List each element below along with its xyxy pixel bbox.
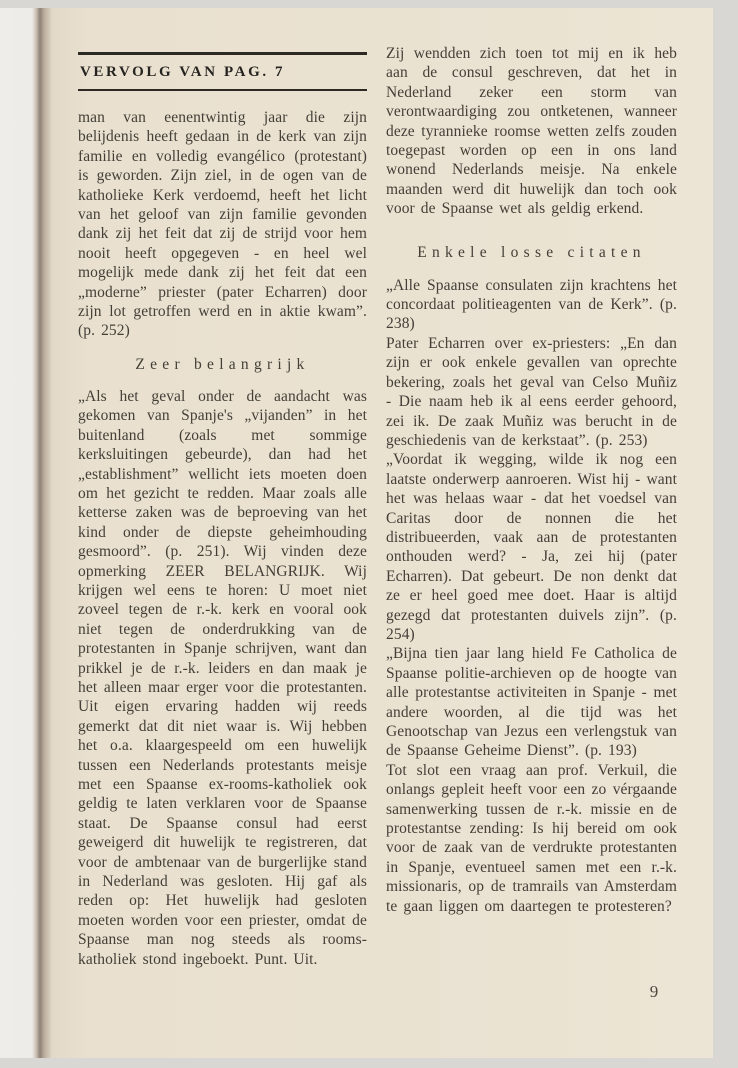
magazine-page (0, 8, 713, 1058)
continuation-header: VERVOLG VAN PAG. 7 (78, 52, 367, 91)
left-text-column (78, 52, 367, 969)
quote-paragraph: „Alle Spaanse consulaten zijn krachtens het concordaat politieagenten van de Kerk”. (p. 238) (386, 276, 677, 333)
page-number: 9 (649, 982, 659, 1001)
quote-paragraph: Pater Echarren over ex-priesters: „En dan zijn er ook enkele gevallen van oprechte bekering, zoals het geval van Celso Muñiz - Die naam heb ik al eens eerder gehoord, zei ik. De zaak Muñiz was berucht in de geschiedenis van de kerkstaat”. (p. 253) (386, 334, 677, 449)
section-heading-enkele-losse-citaten: Enkele losse citaten (417, 243, 646, 261)
left-column-paragraph-2: „Als het geval onder de aandacht was gekomen van Spanje's „vijanden” in het buitenland (zoals met sommige kerksluitingen gebeurde), dan had het „establishment” wellicht iets moeten doen om het gezicht te redden. Maar zoals alle ketterse zaken was de beproeving van het kind onder de diepste geheimhouding gesmoord”. (p. 251). Wij vinden deze opmerking ZEER BELANGRIJK. Wij krijgen wel eens te horen: U moet niet zoveel tegen de r.-k. kerk en vooral ook niet tegen de onderdrukking van de protestanten in Spanje schrijven, want dan prikkel je de r.-k. leiders en dan maak je het alleen maar erger voor die protestanten. Uit eigen ervaring hadden wij reeds gemerkt dat dit niet waar is. Wij hebben het o.a. klaargespeeld om een huwelijk tussen een Nederlands protestants meisje met een Spaanse ex-rooms-katholiek ook geldig te laten verklaren voor de Spaanse staat. De Spaanse consul had eerst geweigerd dit huwelijk te registreren, dat voor de ambtenaar van de burgerlijke stand in Nederland was gesloten. Hij gaf als reden op: Het huwelijk had gesloten moeten worden voor een priester, omdat de Spaanse man nog steeds als rooms-katholiek stond ingeboekt. Punt. Uit. (78, 387, 367, 968)
left-column-paragraph-1: man van eenentwintig jaar die zijn belijdenis heeft gedaan in de kerk van zijn familie en volledig evangélico (protestant) is geworden. Zijn ziel, in de ogen van de katholieke Kerk verdoemd, heeft het licht van het geloof van zijn familie gevonden dank zij het feit dat zij de strijd voor hem nooit heeft opgegeven - en heel wel mogelijk mede dank zij het feit dat een „moderne” priester (pater Echarren) door zijn lot getroffen werd en in aktie kwam”. (p. 252) (78, 109, 367, 340)
right-text-column (386, 44, 677, 916)
right-column-paragraph-1: Zij wendden zich toen tot mij en ik heb aan de consul geschreven, dat het in Nederland zeker een storm van verontwaardiging zou ontketenen, wanneer deze tyrannieke roomse wetten zelfs zouden toegepast worden op een in ons land wonend Nederlands meisje. Na enkele maanden werd dit huwelijk dan toch ook voor de Spaanse wet als geldig erkend. (386, 45, 677, 218)
closing-paragraph: Tot slot een vraag aan prof. Verkuil, die onlangs gepleit heeft voor een zo vérgaande samenwerking tussen de r.-k. missie en de protestantse zending: Is hij bereid om ook voor de zaak van de verdrukte protestanten in Spanje, eventueel samen met een r.-k. missionaris, op de tramrails van Amsterdam te gaan liggen om daartegen te protesteren? (386, 761, 677, 915)
quote-paragraph: „Bijna tien jaar lang hield Fe Catholica de Spaanse politie-archieven op de hoogte van alle protestantse activiteiten in Spanje - met andere woorden, al die tijd was het Genootschap van Jezus een verlengstuk van de Spaanse Geheime Dienst”. (p. 193) (386, 645, 677, 760)
quote-paragraph: „Voordat ik wegging, wilde ik nog een laatste onderwerp aanroeren. Wist hij - want het was helaas waar - dat het voedsel van Caritas door de nonnen die het distribueerden, vaak aan de protestanten onthouden werd? - Ja, zei hij (pater Echarren). Dat gebeurt. De non denkt dat ze er heel goed mee doet. Haar is altijd gezegd dat protestanten duivels zijn”. (p. 254) (386, 451, 677, 643)
section-heading-zeer-belangrijk: Zeer belangrijk (135, 355, 310, 373)
